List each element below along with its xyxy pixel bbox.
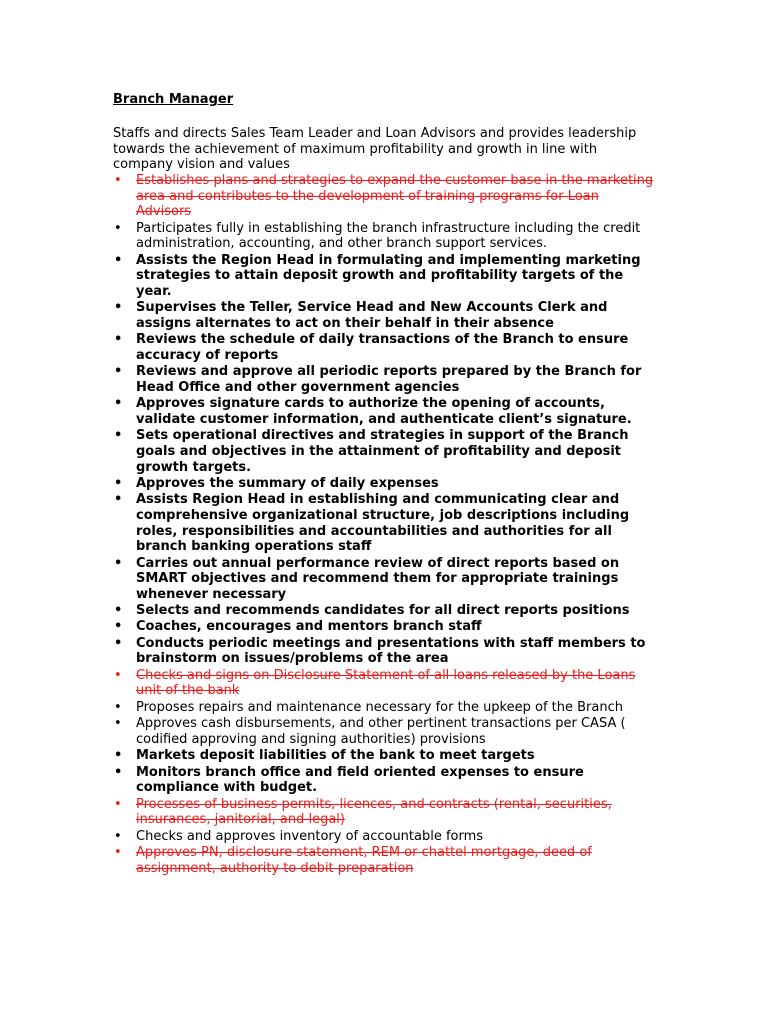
bullet-icon: •: [114, 364, 123, 380]
list-item: [113, 636, 658, 667]
list-item-text: Checks and approves inventory of accountable forms: [136, 828, 484, 844]
list-item: [113, 797, 658, 828]
list-item-text: Markets deposit liabilities of the bank to meet targets: [136, 748, 535, 764]
bullet-icon: •: [114, 396, 123, 412]
bullet-icon: •: [114, 844, 122, 860]
list-item-text: Approves signature cards to authorize the opening of accounts, validate customer information, and authenticate client’s signature.: [136, 396, 632, 427]
list-item-text: Conducts periodic meetings and presentations with staff members to brainstorm on issues/problems of the area: [136, 635, 646, 667]
list-item: [113, 829, 658, 845]
bullet-icon: •: [114, 252, 123, 268]
list-item: [113, 492, 658, 554]
list-item-text: Sets operational directives and strategies in support of the Branch goals and objectives in the attainment of profitability and deposit growth targets.: [136, 428, 629, 475]
list-item: [113, 748, 658, 764]
bullet-icon: •: [114, 764, 123, 780]
list-item-text: Establishes plans and strategies to expand the customer base in the marketing area and contributes to the development of training programs for Loan Advisors: [136, 173, 654, 220]
list-item-text: Reviews the schedule of daily transactions of the Branch to ensure accuracy of reports: [136, 332, 629, 364]
bullet-icon: •: [114, 332, 123, 348]
list-item: [113, 668, 658, 699]
list-item-text: Carries out annual performance review of direct reports based on SMART objectives and recommend them for appropriate trainings whenever necessary: [136, 555, 620, 602]
list-item-text: Selects and recommends candidates for all direct reports positions: [136, 603, 630, 619]
bullet-icon: •: [114, 492, 123, 508]
list-item: [113, 765, 658, 796]
bullet-icon: •: [114, 428, 123, 444]
list-item: [113, 476, 658, 492]
bullet-icon: •: [114, 300, 123, 316]
list-item-text: Proposes repairs and maintenance necessary for the upkeep of the Branch: [136, 699, 623, 715]
list-item-text: Assists the Region Head in formulating and implementing marketing strategies to attain deposit growth and profitability targets of the year.: [136, 252, 641, 300]
bullet-icon: •: [114, 748, 123, 764]
list-item-text: Approves the summary of daily expenses: [136, 475, 439, 491]
intro-paragraph: Staffs and directs Sales Team Leader and Loan Advisors and provides leadership towards the achievement of maximum profitability and growth in line with company vision and values: [113, 126, 637, 172]
list-item: [113, 173, 658, 220]
duties-list: [113, 173, 658, 876]
list-item-text: Coaches, encourages and mentors branch staff: [136, 619, 482, 635]
bullet-icon: •: [114, 619, 123, 635]
list-item-text: Participates fully in establishing the branch infrastructure including the credit administration, accounting, and other branch support services.: [136, 220, 641, 252]
bullet-icon: •: [114, 555, 123, 571]
bullet-icon: •: [114, 828, 122, 844]
list-item: [113, 332, 658, 363]
list-item-text: Supervises the Teller, Service Head and New Accounts Clerk and assigns alternates to act on their behalf in their absence: [136, 300, 608, 332]
bullet-icon: •: [114, 635, 123, 651]
bullet-icon: •: [114, 667, 122, 683]
page-title: Branch Manager: [113, 92, 234, 107]
list-item-text: Checks and signs on Disclosure Statement of all loans released by the Loans unit of the bank: [136, 667, 636, 699]
bullet-icon: •: [114, 220, 122, 236]
list-item: [113, 700, 658, 716]
bullet-icon: •: [114, 699, 122, 715]
list-item-text: Monitors branch office and field oriented expenses to ensure compliance with budget.: [136, 764, 584, 796]
list-item-text: Processes of business permits, licences, and contracts (rental, securities, insurances, janitorial, and legal): [136, 796, 612, 828]
bullet-icon: •: [114, 716, 122, 732]
list-item: [113, 221, 658, 252]
bullet-icon: •: [114, 173, 122, 189]
list-item-text: Reviews and approve all periodic reports prepared by the Branch for Head Office and other government agencies: [136, 364, 642, 395]
list-item: [113, 845, 658, 876]
list-item: [113, 396, 658, 427]
list-item-text: Assists Region Head in establishing and communicating clear and comprehensive organizational structure, job descriptions including roles, responsibilities and accountabilities and authorities for all branch banking operations staff: [136, 492, 630, 555]
list-item: [113, 300, 658, 331]
list-item: [113, 364, 658, 395]
list-item-text: Approves PN, disclosure statement, REM or chattel mortgage, deed of assignment, authority to debit preparation: [136, 844, 592, 876]
list-item: [113, 428, 658, 475]
list-item: [113, 603, 658, 619]
list-item: [113, 619, 658, 635]
bullet-icon: •: [114, 603, 123, 619]
list-item: [113, 253, 658, 300]
list-item: [113, 556, 658, 603]
bullet-icon: •: [114, 475, 123, 491]
list-item: [113, 716, 658, 747]
document-body: [113, 92, 658, 876]
list-item-text: Approves cash disbursements, and other pertinent transactions per CASA ( codified approving and signing authorities) provisions: [136, 716, 626, 747]
bullet-icon: •: [114, 796, 122, 812]
